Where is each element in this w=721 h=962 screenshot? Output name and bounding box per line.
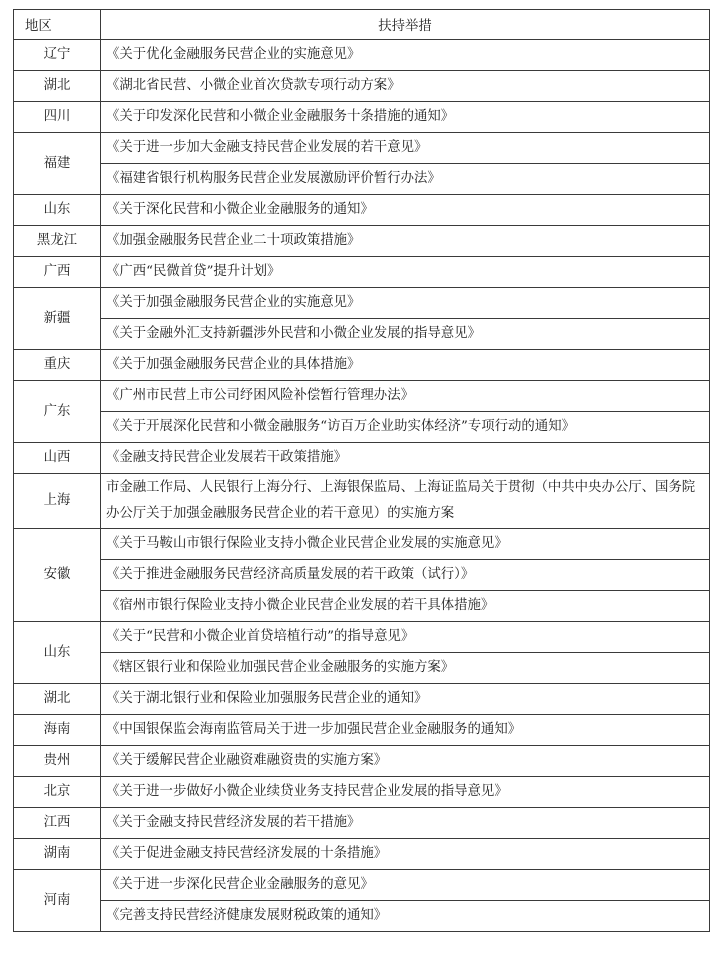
measure-cell: 《关于进一步深化民营企业金融服务的意见》 xyxy=(101,870,710,901)
table-row xyxy=(14,777,710,808)
region-cell: 贵州 xyxy=(14,746,101,777)
measure-cell: 《关于推进金融服务民营经济高质量发展的若干政策（试行）》 xyxy=(101,560,710,591)
table-row xyxy=(14,102,710,133)
measure-cell: 《关于金融支持民营经济发展的若干措施》 xyxy=(101,808,710,839)
policy-table xyxy=(13,9,710,932)
region-cell: 湖北 xyxy=(14,684,101,715)
measure-cell: 《中国银保监会海南监管局关于进一步加强民营企业金融服务的通知》 xyxy=(101,715,710,746)
measure-cell: 《关于进一步做好小微企业续贷业务支持民营企业发展的指导意见》 xyxy=(101,777,710,808)
measure-cell: 《金融支持民营企业发展若干政策措施》 xyxy=(101,443,710,474)
measure-cell: 《关于缓解民营企业融资难融资贵的实施方案》 xyxy=(101,746,710,777)
region-cell: 广东 xyxy=(14,381,101,443)
table-row xyxy=(14,71,710,102)
measure-cell: 《关于促进金融支持民营经济发展的十条措施》 xyxy=(101,839,710,870)
table-row xyxy=(14,746,710,777)
region-cell: 山东 xyxy=(14,622,101,684)
region-cell: 海南 xyxy=(14,715,101,746)
region-cell: 湖南 xyxy=(14,839,101,870)
table-row xyxy=(14,288,710,319)
measure-cell: 《加强金融服务民营企业二十项政策措施》 xyxy=(101,226,710,257)
region-cell: 上海 xyxy=(14,474,101,529)
table-row xyxy=(14,591,710,622)
region-cell: 湖北 xyxy=(14,71,101,102)
table-row xyxy=(14,622,710,653)
table-row xyxy=(14,684,710,715)
table-row xyxy=(14,715,710,746)
table-row xyxy=(14,133,710,164)
table-row xyxy=(14,40,710,71)
measure-cell: 《福建省银行机构服务民营企业发展激励评价暂行办法》 xyxy=(101,164,710,195)
measure-cell: 《广西“民微首贷”提升计划》 xyxy=(101,257,710,288)
measure-cell: 《关于优化金融服务民营企业的实施意见》 xyxy=(101,40,710,71)
measure-cell: 《完善支持民营经济健康发展财税政策的通知》 xyxy=(101,901,710,932)
measure-cell: 《关于金融外汇支持新疆涉外民营和小微企业发展的指导意见》 xyxy=(101,319,710,350)
measure-cell: 《关于印发深化民营和小微企业金融服务十条措施的通知》 xyxy=(101,102,710,133)
region-cell: 福建 xyxy=(14,133,101,195)
table-row xyxy=(14,901,710,932)
table-row xyxy=(14,412,710,443)
measure-cell: 《关于进一步加大金融支持民营企业发展的若干意见》 xyxy=(101,133,710,164)
measure-cell: 市金融工作局、人民银行上海分行、上海银保监局、上海证监局关于贯彻（中共中央办公厅、国务院办公厅关于加强金融服务民营企业的若干意见）的实施方案 xyxy=(101,474,710,529)
table-row xyxy=(14,870,710,901)
region-cell: 广西 xyxy=(14,257,101,288)
table-row xyxy=(14,381,710,412)
region-cell: 新疆 xyxy=(14,288,101,350)
measure-cell: 《关于湖北银行业和保险业加强服务民营企业的通知》 xyxy=(101,684,710,715)
table-row xyxy=(14,560,710,591)
table-row xyxy=(14,653,710,684)
measure-cell: 《关于开展深化民营和小微金融服务“访百万企业助实体经济”专项行动的通知》 xyxy=(101,412,710,443)
region-cell: 辽宁 xyxy=(14,40,101,71)
region-cell: 河南 xyxy=(14,870,101,932)
measure-cell: 《关于“民营和小微企业首贷培植行动”的指导意见》 xyxy=(101,622,710,653)
table-row xyxy=(14,443,710,474)
table-row xyxy=(14,529,710,560)
measure-cell: 《辖区银行业和保险业加强民营企业金融服务的实施方案》 xyxy=(101,653,710,684)
header-measures: 扶持举措 xyxy=(101,10,710,40)
table-row xyxy=(14,839,710,870)
table-row xyxy=(14,808,710,839)
measure-cell: 《关于马鞍山市银行保险业支持小微企业民营企业发展的实施意见》 xyxy=(101,529,710,560)
table-row xyxy=(14,257,710,288)
region-cell: 重庆 xyxy=(14,350,101,381)
table-row xyxy=(14,164,710,195)
measure-cell: 《关于深化民营和小微企业金融服务的通知》 xyxy=(101,195,710,226)
measure-cell: 《宿州市银行保险业支持小微企业民营企业发展的若干具体措施》 xyxy=(101,591,710,622)
region-cell: 四川 xyxy=(14,102,101,133)
region-cell: 安徽 xyxy=(14,529,101,622)
header-region: 地区 xyxy=(14,10,101,40)
region-cell: 北京 xyxy=(14,777,101,808)
table-row xyxy=(14,195,710,226)
region-cell: 江西 xyxy=(14,808,101,839)
table-row xyxy=(14,226,710,257)
table-row xyxy=(14,319,710,350)
measure-cell: 《关于加强金融服务民营企业的具体措施》 xyxy=(101,350,710,381)
table-row xyxy=(14,350,710,381)
header-row xyxy=(14,10,710,40)
region-cell: 山西 xyxy=(14,443,101,474)
region-cell: 山东 xyxy=(14,195,101,226)
measure-cell: 《湖北省民营、小微企业首次贷款专项行动方案》 xyxy=(101,71,710,102)
measure-cell: 《关于加强金融服务民营企业的实施意见》 xyxy=(101,288,710,319)
table-row xyxy=(14,474,710,529)
region-cell: 黑龙江 xyxy=(14,226,101,257)
measure-cell: 《广州市民营上市公司纾困风险补偿暂行管理办法》 xyxy=(101,381,710,412)
table-body xyxy=(14,40,710,932)
